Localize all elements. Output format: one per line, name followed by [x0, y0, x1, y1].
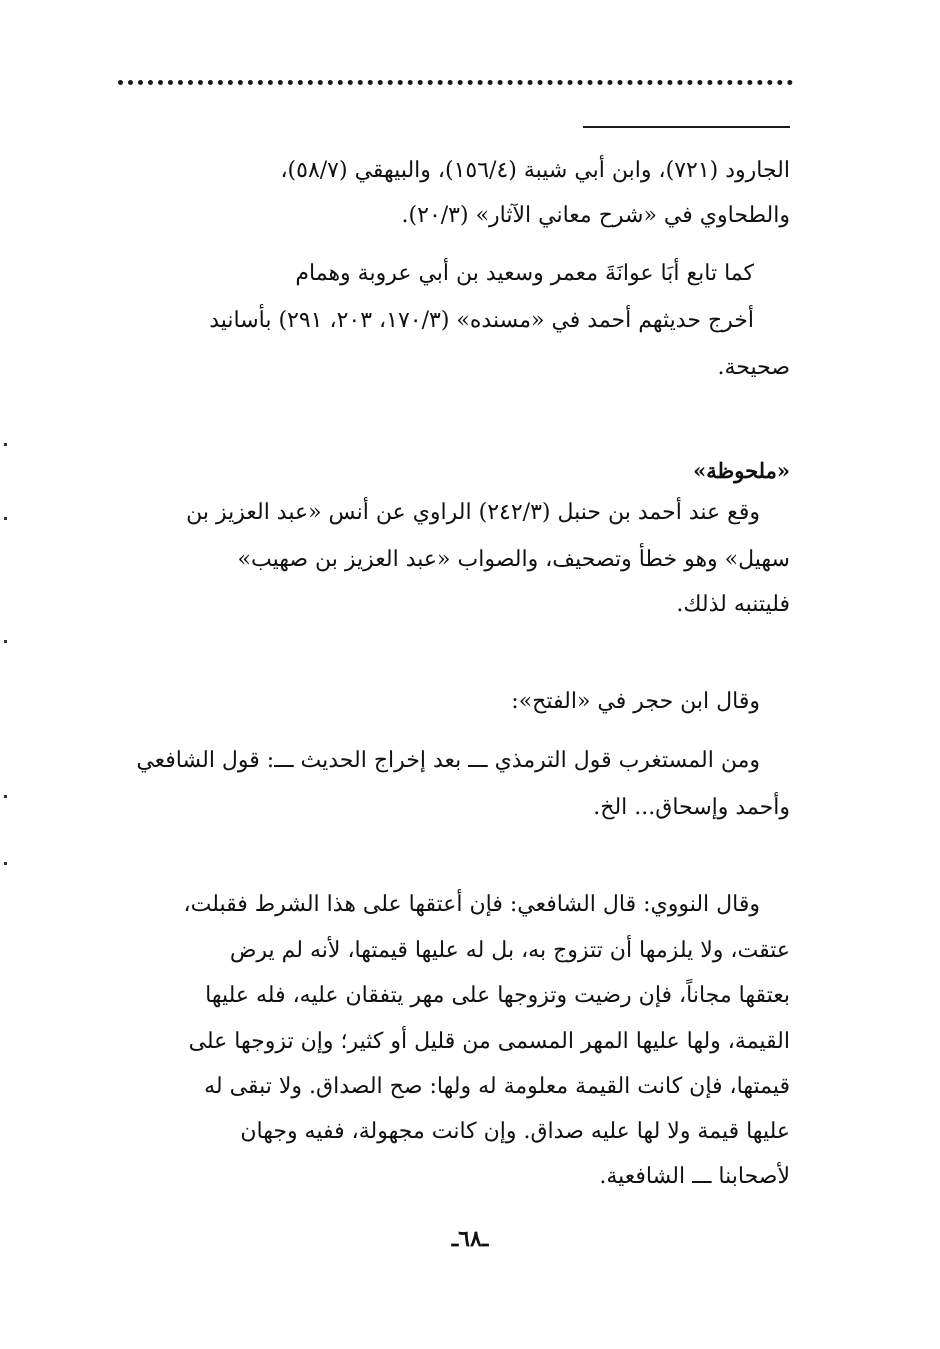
page-number: ـ٦٨ـ: [451, 1226, 489, 1252]
note-line-1: وقع عند أحمد بن حنبل (٢٤٢/٣) الراوي عن أنس «عبد العزيز بن: [186, 500, 760, 525]
nawawi-line-2: عتقت، ولا يلزمها أن تتزوج به، بل له عليها قيمتها، لأنه لم يرض: [229, 938, 790, 963]
margin-mark: [4, 517, 7, 520]
strange-line-1: ومن المستغرب قول الترمذي ـــ بعد إخراج الحديث ـــ: قول الشافعي: [136, 748, 760, 773]
dotted-separator: [118, 80, 793, 85]
nawawi-line-4: القيمة، ولها عليها المهر المسمى من قليل أو كثير؛ وإن تزوجها على: [188, 1029, 790, 1054]
nawawi-line-3: بعتقها مجاناً، فإن رضيت وتزوجها على مهر يتفقان عليه، فله عليها: [205, 983, 790, 1008]
footnote-line-1: الجارود (٧٢١)، وابن أبي شيبة (١٥٦/٤)، والبيهقي (٥٨/٧)،: [280, 158, 790, 183]
note-heading: «ملحوظة»: [693, 458, 790, 483]
margin-mark: [4, 862, 7, 865]
note-line-2: سهيل» وهو خطأ وتصحيف، والصواب «عبد العزيز بن صهيب»: [237, 547, 790, 572]
ibn-hajar-line: وقال ابن حجر في «الفتح»:: [511, 689, 760, 714]
margin-mark: [4, 443, 7, 446]
follow-line-2: أخرج حديثهم أحمد في «مسنده» (١٧٠/٣، ٢٠٣، ٢٩١) بأسانيد: [209, 308, 754, 333]
strange-line-2: وأحمد وإسحاق... الخ.: [593, 795, 790, 820]
follow-line-3: صحيحة.: [717, 355, 790, 380]
nawawi-line-6: عليها قيمة ولا لها عليه صداق. وإن كانت مجهولة، ففيه وجهان: [240, 1119, 790, 1144]
footnote-rule: [583, 126, 790, 128]
nawawi-line-7: لأصحابنا ـــ الشافعية.: [599, 1164, 790, 1189]
footnote-line-2: والطحاوي في «شرح معاني الآثار» (٢٠/٣).: [401, 203, 790, 228]
nawawi-line-5: قيمتها، فإن كانت القيمة معلومة له ولها: صح الصداق. ولا تبقى له: [204, 1074, 790, 1099]
margin-mark: [4, 795, 7, 798]
note-line-3: فليتنبه لذلك.: [676, 592, 790, 617]
margin-mark: [4, 640, 7, 643]
nawawi-line-1: وقال النووي: قال الشافعي: فإن أعتقها على هذا الشرط فقبلت،: [183, 892, 760, 917]
follow-line-1: كما تابع أبَا عوانَةَ معمر وسعيد بن أبي عروبة وهمام: [295, 261, 754, 286]
